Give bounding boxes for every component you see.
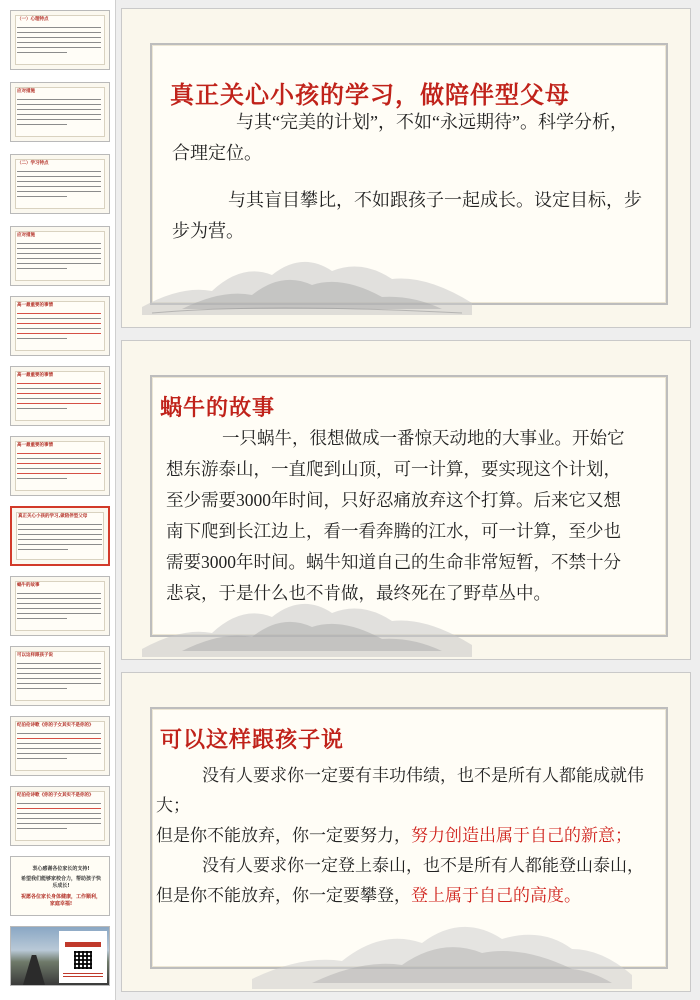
slide-2[interactable] xyxy=(121,340,691,660)
slide-thumbnail[interactable] xyxy=(10,646,110,706)
thumbnail-frame xyxy=(15,721,105,771)
thumbnail-text-line xyxy=(18,539,102,540)
thumbnail-text-line xyxy=(17,263,101,264)
thumbnail-text-line xyxy=(17,683,101,684)
thumbnail-text-line xyxy=(17,243,101,244)
thumbnail-text-line xyxy=(17,258,101,259)
thumbnail-frame xyxy=(15,651,105,701)
slide-paragraph xyxy=(156,761,656,911)
thumbnail-text-line xyxy=(17,398,101,399)
thumbnail-text-line xyxy=(17,196,67,197)
thumbnail-text-line xyxy=(17,688,67,689)
slide-3[interactable] xyxy=(121,672,691,992)
thumbnail-frame xyxy=(16,512,104,560)
thumbnail-frame xyxy=(15,231,105,281)
thumbnail-title: （二）学习特点 xyxy=(17,161,49,166)
thumbnail-text-line xyxy=(17,338,67,339)
paragraph-text: 与其盲目攀比，不如跟孩子一起成长。设定目标，步步为营。 xyxy=(172,190,642,241)
thumbnail-frame xyxy=(15,15,105,65)
thumbnail-text-line xyxy=(17,743,101,744)
text-line xyxy=(156,761,656,821)
thumbnail-text-line xyxy=(17,603,101,604)
slide-thumbnail[interactable] xyxy=(10,366,110,426)
thumbnail-text-line xyxy=(17,124,67,125)
thumbnail-title: 可以这样跟孩子说 xyxy=(17,653,53,658)
thumbnail-text-line xyxy=(17,673,101,674)
highlight-text: 登上属于自己的高度。 xyxy=(411,886,581,905)
thumbnail-text-line xyxy=(17,818,101,819)
thumbnail-text-line xyxy=(17,753,101,754)
thumbnail-text-line xyxy=(17,758,67,759)
slide-thumbnail[interactable] xyxy=(10,786,110,846)
thumbnail-frame xyxy=(15,791,105,841)
paragraph-text: 与其“完美的计划”，不如“永远期待”。科学分析，合理定位。 xyxy=(172,112,628,163)
slide-thumbnail-photo[interactable] xyxy=(10,926,110,986)
slide-thumbnail[interactable] xyxy=(10,436,110,496)
thumbnail-text-line xyxy=(17,458,101,459)
closing-thumbnail-text: 希望我们能够家校合力，帮助孩子快乐成长! xyxy=(20,876,101,889)
thumbnail-text-line xyxy=(17,613,101,614)
thumbnail-text-line xyxy=(17,119,101,120)
thumbnail-text-line xyxy=(17,733,101,734)
slide-title: 蜗牛的故事 xyxy=(160,395,276,421)
closing-thumbnail-text: 衷心感谢各位家长的支持! xyxy=(32,866,90,872)
ink-mountain-decoration xyxy=(142,587,472,657)
thumbnail-text-line xyxy=(17,52,67,53)
thumbnail-text-line xyxy=(17,37,101,38)
slide-thumbnail[interactable] xyxy=(10,506,110,566)
slide-paragraph xyxy=(166,423,636,609)
thumbnail-text-line xyxy=(17,114,101,115)
thumbnail-title: 纪伯伦诗歌《你的子女其实不是你的》 xyxy=(17,793,94,798)
thumbnail-text-line xyxy=(17,313,101,314)
card-banner xyxy=(65,942,101,947)
thumbnail-text-line xyxy=(18,524,102,525)
thumbnail-text-line xyxy=(17,388,101,389)
thumbnail-text-line xyxy=(18,534,102,535)
thumbnail-text-line xyxy=(17,99,101,100)
thumbnail-text-line xyxy=(18,549,68,550)
thumbnail-frame xyxy=(15,581,105,631)
thumbnail-text-line xyxy=(17,181,101,182)
thumbnail-text-line xyxy=(17,808,101,809)
highlight-text: 努力创造出属于自己的新意； xyxy=(411,826,632,845)
thumbnail-text-line xyxy=(17,663,101,664)
thumbnail-text-line xyxy=(17,393,101,394)
thumbnail-title: 纪伯伦诗歌《你的子女其实不是你的》 xyxy=(17,723,94,728)
thumbnail-frame xyxy=(15,159,105,209)
slide-thumbnail[interactable] xyxy=(10,856,110,916)
ink-mountain-decoration xyxy=(252,909,632,989)
thumbnail-frame xyxy=(15,87,105,137)
thumbnail-text-line xyxy=(17,328,101,329)
thumbnail-text-line xyxy=(17,248,101,249)
slide-thumbnail-rail xyxy=(0,0,116,1000)
paragraph-text: 一只蜗牛，很想做成一番惊天动地的大事业。开始它想东游泰山，一直爬到山顶，可一计算，要实现这个计划，至少需要3000年时间，只好忍痛放弃这个打算。后来它又想南下爬到长江边上，看一看奔腾的江水，可一计算，至少也需要3000年时间。蜗牛知道自己的生命非常短暂，不禁十分悲哀，于是什么也不肯做，最终死在了野草丛中。 xyxy=(166,428,625,603)
thumbnail-text-line xyxy=(17,678,101,679)
contact-card xyxy=(59,931,107,983)
thumbnail-text-line xyxy=(17,593,101,594)
thumbnail-text-line xyxy=(17,408,67,409)
thumbnail-text-line xyxy=(17,176,101,177)
thumbnail-text-line xyxy=(17,738,101,739)
thumbnail-text-line xyxy=(17,453,101,454)
thumbnail-text-line xyxy=(17,318,101,319)
slide-paragraph xyxy=(172,107,642,169)
slide-1[interactable] xyxy=(121,8,691,328)
slide-thumbnail[interactable] xyxy=(10,10,110,70)
thumbnail-text-line xyxy=(17,668,101,669)
thumbnail-text-line xyxy=(17,608,101,609)
thumbnail-text-line xyxy=(17,171,101,172)
line-text: 但是你不能放弃，你一定要努力， xyxy=(156,826,411,845)
thumbnail-text-line xyxy=(18,529,102,530)
thumbnail-text-line xyxy=(17,813,101,814)
closing-thumbnail-text: 祝愿各位家长身体健康，工作顺利，家庭幸福! xyxy=(20,894,101,907)
line-text: 没有人要求你一定登上泰山，也不是所有人都能登山泰山， xyxy=(202,856,644,875)
thumbnail-title: 高一最重要的事情 xyxy=(17,373,53,378)
thumbnail-text-line xyxy=(17,333,101,334)
thumbnail-title: 应对措施 xyxy=(17,89,35,94)
thumbnail-text-line xyxy=(17,27,101,28)
thumbnail-text-line xyxy=(17,42,101,43)
slide-paragraph xyxy=(172,185,642,247)
thumbnail-text-line xyxy=(17,828,67,829)
thumbnail-text-line xyxy=(17,403,101,404)
thumbnail-title: （一）心理特点 xyxy=(17,17,49,22)
slide-thumbnail[interactable] xyxy=(10,716,110,776)
thumbnail-text-line xyxy=(17,109,101,110)
thumbnail-text-line xyxy=(17,823,101,824)
thumbnail-text-line xyxy=(17,268,67,269)
slide-thumbnail[interactable] xyxy=(10,296,110,356)
ink-mountain-decoration xyxy=(142,245,472,315)
thumbnail-title: 应对措施 xyxy=(17,233,35,238)
thumbnail-text-line xyxy=(17,323,101,324)
thumbnail-text-line xyxy=(17,748,101,749)
thumbnail-text-line xyxy=(17,463,101,464)
thumbnail-title: 真正关心小孩的学习,做陪伴型父母 xyxy=(18,514,88,519)
text-line xyxy=(156,851,656,881)
thumbnail-text-line xyxy=(17,478,67,479)
road-image xyxy=(23,955,45,985)
thumbnail-text-line xyxy=(17,468,101,469)
text-line xyxy=(156,881,656,911)
slide-thumbnail[interactable] xyxy=(10,154,110,214)
thumbnail-text-line xyxy=(17,383,101,384)
thumbnail-text-line xyxy=(17,618,67,619)
thumbnail-text-line xyxy=(17,598,101,599)
thumbnail-frame xyxy=(15,301,105,351)
text-line xyxy=(156,821,656,851)
slide-thumbnail[interactable] xyxy=(10,82,110,142)
thumbnail-title: 蜗牛的故事 xyxy=(17,583,40,588)
thumbnail-title: 高一最重要的事情 xyxy=(17,443,53,448)
card-text xyxy=(63,973,103,979)
line-text: 没有人要求你一定要有丰功伟绩，也不是所有人都能成就伟大； xyxy=(156,766,644,815)
thumbnail-text-line xyxy=(17,186,101,187)
thumbnail-text-line xyxy=(17,32,101,33)
thumbnail-text-line xyxy=(17,104,101,105)
thumbnail-text-line xyxy=(17,191,101,192)
line-text: 但是你不能放弃，你一定要攀登， xyxy=(156,886,411,905)
slide-thumbnail[interactable] xyxy=(10,576,110,636)
thumbnail-text-line xyxy=(18,544,102,545)
thumbnail-frame xyxy=(15,441,105,491)
thumbnail-text-line xyxy=(17,803,101,804)
slide-title: 可以这样跟孩子说 xyxy=(160,727,345,753)
thumbnail-text-line xyxy=(17,473,101,474)
qr-code-icon xyxy=(74,951,92,969)
slide-title: 真正关心小孩的学习，做陪伴型父母 xyxy=(170,80,570,109)
slide-thumbnail[interactable] xyxy=(10,226,110,286)
thumbnail-frame xyxy=(15,371,105,421)
thumbnail-text-line xyxy=(17,47,101,48)
thumbnail-text-line xyxy=(17,253,101,254)
thumbnail-title: 高一最重要的事情 xyxy=(17,303,53,308)
